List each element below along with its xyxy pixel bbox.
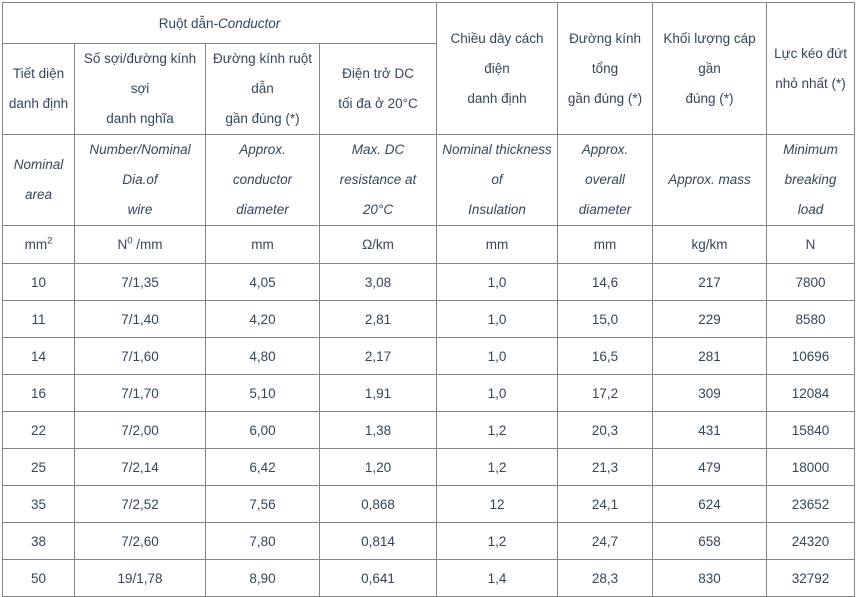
cell-mass: 309 xyxy=(653,375,767,412)
unit-overall-diameter xyxy=(558,226,653,264)
header-line: Nominal xyxy=(13,157,64,172)
cell-breaking-load: 15840 xyxy=(767,412,855,449)
header-breaking-load-en xyxy=(767,135,855,226)
unit-text: N xyxy=(117,237,128,252)
header-line: gần đúng (*) xyxy=(567,90,643,106)
cell-wires: 7/2,14 xyxy=(75,449,206,486)
cell-dc-resistance: 1,20 xyxy=(320,449,437,486)
cell-overall-diameter: 20,3 xyxy=(558,412,653,449)
table-row xyxy=(3,412,855,449)
header-line: area xyxy=(24,187,53,202)
cell-dc-resistance: 1,38 xyxy=(320,412,437,449)
header-line: nhỏ nhất (*) xyxy=(775,75,846,91)
header-mass-en xyxy=(653,135,767,226)
cell-wires: 7/2,00 xyxy=(75,412,206,449)
header-line: danh định xyxy=(467,90,527,106)
header-line: Approx. mass xyxy=(668,172,751,187)
cell-conductor-diameter: 5,10 xyxy=(206,375,320,412)
unit-breaking-load xyxy=(767,226,855,264)
conductor-group-label-en: -Conductor xyxy=(213,15,281,31)
table-row xyxy=(3,449,855,486)
cell-conductor-diameter: 6,00 xyxy=(206,412,320,449)
header-line: Số sợi/đường kính sợi xyxy=(83,51,197,96)
unit-sup: 0 xyxy=(127,235,133,247)
cell-wires: 7/1,35 xyxy=(75,264,206,301)
header-line: danh nghĩa xyxy=(106,111,174,126)
cell-dc-resistance: 2,17 xyxy=(320,338,437,375)
cell-insulation-thickness: 1,0 xyxy=(437,375,558,412)
header-wires-en xyxy=(75,135,206,226)
unit-text: kg/km xyxy=(691,237,728,252)
cell-wires: 7/1,40 xyxy=(75,301,206,338)
header-line: đúng (*) xyxy=(685,90,734,106)
unit-mass xyxy=(653,226,767,264)
conductor-group-label-vi: Ruột dẫn xyxy=(158,15,214,31)
header-breaking-load-vi xyxy=(767,3,855,135)
unit-text: mm xyxy=(24,237,48,252)
header-insulation-thickness-en xyxy=(437,135,558,226)
header-line: Lực kéo đứt xyxy=(774,45,847,61)
cell-overall-diameter: 16,5 xyxy=(558,338,653,375)
cell-nominal-area: 11 xyxy=(3,301,75,338)
cell-breaking-load: 8580 xyxy=(767,301,855,338)
header-line: Number/Nominal Dia.of xyxy=(89,142,191,187)
cell-mass: 281 xyxy=(653,338,767,375)
table-row xyxy=(3,301,855,338)
table-row xyxy=(3,560,855,597)
cable-spec-table xyxy=(2,2,855,597)
cell-mass: 830 xyxy=(653,560,767,597)
header-line: wire xyxy=(127,202,153,217)
cell-overall-diameter: 28,3 xyxy=(558,560,653,597)
cell-breaking-load: 24320 xyxy=(767,523,855,560)
cell-nominal-area: 16 xyxy=(3,375,75,412)
header-wires-vi xyxy=(75,44,206,135)
cell-breaking-load: 18000 xyxy=(767,449,855,486)
cell-insulation-thickness: 1,0 xyxy=(437,264,558,301)
cell-overall-diameter: 21,3 xyxy=(558,449,653,486)
cell-wires: 7/2,52 xyxy=(75,486,206,523)
cell-dc-resistance: 3,08 xyxy=(320,264,437,301)
cell-overall-diameter: 17,2 xyxy=(558,375,653,412)
unit-text: mm xyxy=(593,237,617,252)
cell-nominal-area: 10 xyxy=(3,264,75,301)
cell-conductor-diameter: 7,56 xyxy=(206,486,320,523)
cell-conductor-diameter: 7,80 xyxy=(206,523,320,560)
cell-overall-diameter: 24,7 xyxy=(558,523,653,560)
cell-breaking-load: 10696 xyxy=(767,338,855,375)
header-line: breaking load xyxy=(784,172,837,217)
header-nominal-area-vi xyxy=(3,44,75,135)
header-dc-resistance-vi xyxy=(320,44,437,135)
cell-insulation-thickness: 1,0 xyxy=(437,338,558,375)
header-line: Insulation xyxy=(468,202,526,217)
cell-overall-diameter: 14,6 xyxy=(558,264,653,301)
header-line: Chiều dày cách điện xyxy=(450,30,544,76)
table-row xyxy=(3,338,855,375)
unit-sup: 2 xyxy=(47,235,53,247)
cell-nominal-area: 38 xyxy=(3,523,75,560)
header-line: Đường kính tổng xyxy=(569,30,641,76)
cell-mass: 217 xyxy=(653,264,767,301)
unit-conductor-diameter xyxy=(206,226,320,264)
cell-insulation-thickness: 1,0 xyxy=(437,301,558,338)
cell-overall-diameter: 24,1 xyxy=(558,486,653,523)
header-overall-diameter-en xyxy=(558,135,653,226)
unit-text: mm xyxy=(251,237,274,252)
unit-text: mm xyxy=(485,237,509,252)
header-line: Minimum xyxy=(783,142,838,157)
unit-wires xyxy=(75,226,206,264)
header-line: Đường kính ruột dẫn xyxy=(213,51,312,96)
header-line: Max. DC resistance at xyxy=(339,142,417,187)
cell-mass: 658 xyxy=(653,523,767,560)
header-line: Khối lượng cáp gần xyxy=(663,30,756,76)
cell-wires: 7/1,70 xyxy=(75,375,206,412)
cell-breaking-load: 32792 xyxy=(767,560,855,597)
header-line: Tiết diện xyxy=(12,66,65,81)
header-line: Điện trở DC xyxy=(342,66,414,81)
cell-insulation-thickness: 1,2 xyxy=(437,412,558,449)
table-row xyxy=(3,523,855,560)
table-row xyxy=(3,486,855,523)
unit-text: N xyxy=(805,237,816,252)
header-line: tối đa ở 20°C xyxy=(338,96,418,111)
cell-mass: 624 xyxy=(653,486,767,523)
cell-conductor-diameter: 4,80 xyxy=(206,338,320,375)
cell-mass: 229 xyxy=(653,301,767,338)
table-row xyxy=(3,375,855,412)
header-row-units xyxy=(3,226,855,264)
cell-insulation-thickness: 1,2 xyxy=(437,449,558,486)
header-line: 20°C xyxy=(362,202,394,217)
cell-mass: 431 xyxy=(653,412,767,449)
unit-text: /mm xyxy=(132,237,163,252)
cell-breaking-load: 23652 xyxy=(767,486,855,523)
cell-dc-resistance: 0,814 xyxy=(320,523,437,560)
header-line: diameter xyxy=(236,202,289,217)
cell-insulation-thickness: 12 xyxy=(437,486,558,523)
header-conductor-group xyxy=(3,3,437,44)
header-overall-diameter-vi xyxy=(558,3,653,135)
cell-wires: 19/1,78 xyxy=(75,560,206,597)
cell-dc-resistance: 0,868 xyxy=(320,486,437,523)
header-line: Approx. overall xyxy=(581,142,629,187)
unit-nominal-area xyxy=(3,226,75,264)
cell-mass: 479 xyxy=(653,449,767,486)
cell-insulation-thickness: 1,2 xyxy=(437,523,558,560)
cell-breaking-load: 7800 xyxy=(767,264,855,301)
header-nominal-area-en xyxy=(3,135,75,226)
table-row xyxy=(3,264,855,301)
cell-conductor-diameter: 4,05 xyxy=(206,264,320,301)
cell-breaking-load: 12084 xyxy=(767,375,855,412)
header-row-group xyxy=(3,3,855,44)
cell-dc-resistance: 0,641 xyxy=(320,560,437,597)
unit-text: Ω/km xyxy=(362,237,394,252)
cell-wires: 7/2,60 xyxy=(75,523,206,560)
header-insulation-thickness-vi xyxy=(437,3,558,135)
cell-conductor-diameter: 4,20 xyxy=(206,301,320,338)
header-line: Nominal thickness of xyxy=(442,142,552,187)
header-line: Approx. conductor xyxy=(232,142,293,187)
unit-dc-resistance xyxy=(320,226,437,264)
cell-nominal-area: 50 xyxy=(3,560,75,597)
header-line: danh định xyxy=(8,96,69,111)
header-line: gần đúng (*) xyxy=(225,111,300,126)
cell-wires: 7/1,60 xyxy=(75,338,206,375)
cell-conductor-diameter: 6,42 xyxy=(206,449,320,486)
cell-overall-diameter: 15,0 xyxy=(558,301,653,338)
cell-dc-resistance: 1,91 xyxy=(320,375,437,412)
header-dc-resistance-en xyxy=(320,135,437,226)
cell-dc-resistance: 2,81 xyxy=(320,301,437,338)
cell-nominal-area: 35 xyxy=(3,486,75,523)
cell-nominal-area: 25 xyxy=(3,449,75,486)
cell-conductor-diameter: 8,90 xyxy=(206,560,320,597)
header-conductor-diameter-vi xyxy=(206,44,320,135)
table-body xyxy=(3,264,855,597)
header-mass-vi xyxy=(653,3,767,135)
header-line: diameter xyxy=(578,202,632,217)
header-conductor-diameter-en xyxy=(206,135,320,226)
header-row-english xyxy=(3,135,855,226)
unit-insulation-thickness xyxy=(437,226,558,264)
cell-nominal-area: 22 xyxy=(3,412,75,449)
cell-nominal-area: 14 xyxy=(3,338,75,375)
cell-insulation-thickness: 1,4 xyxy=(437,560,558,597)
